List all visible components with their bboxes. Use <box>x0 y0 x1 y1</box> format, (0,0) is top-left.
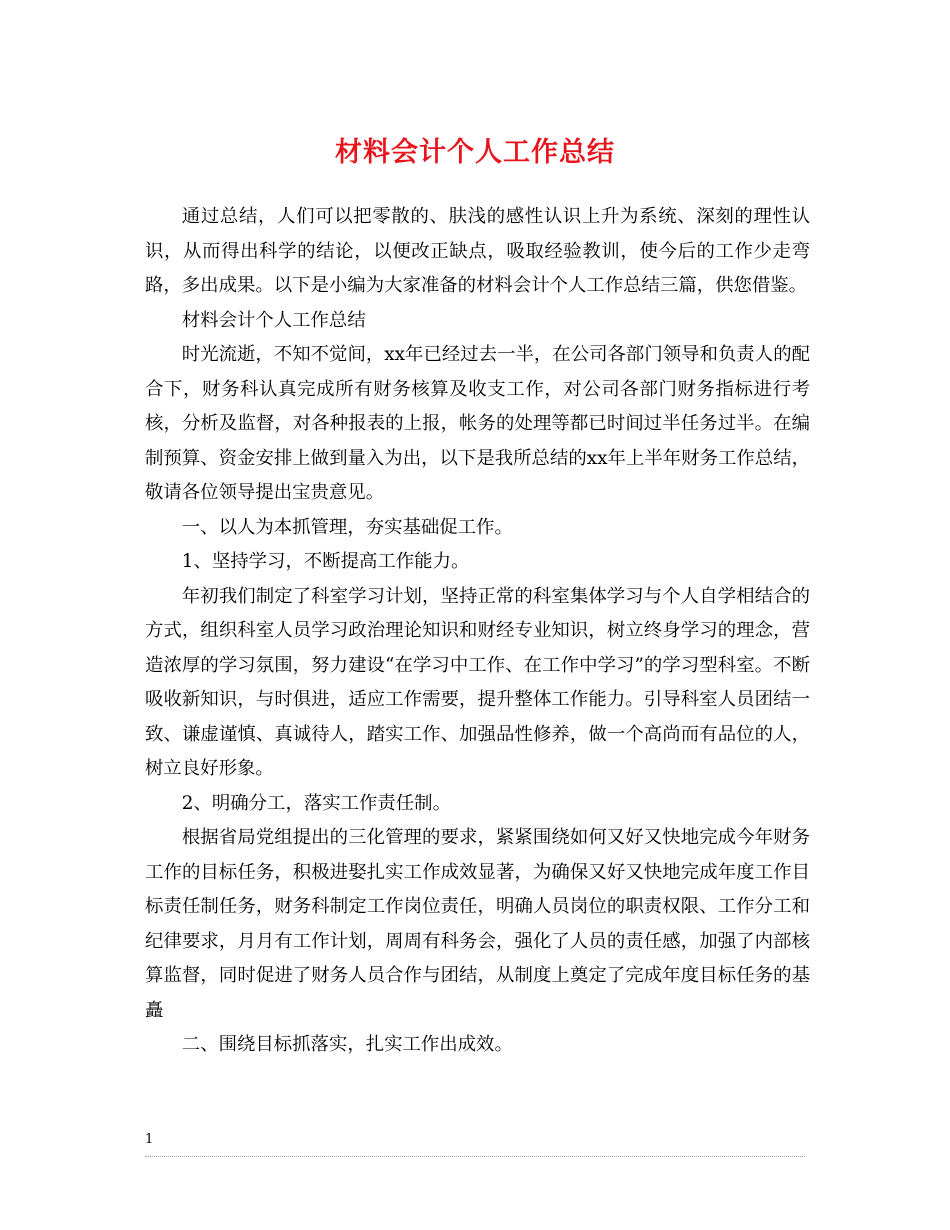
paragraph-overview: 时光流逝，不知不觉间，xx年已经过去一半，在公司各部门领导和负责人的配合下，财务科认真完成所有财务核算及收支工作，对公司各部门财务指标进行考核，分析及监督，对各种报表的上报，帐务的处理等都已时间过半任务过半。在编制预算、资金安排上做到量入为出，以下是我所总结的xx年上半年财务工作总结，敬请各位领导提出宝贵意见。 <box>145 344 810 503</box>
paragraph-subtitle: 材料会计个人工作总结 <box>181 309 366 331</box>
paragraph-study: 年初我们制定了科室学习计划，坚持正常的科室集体学习与个人自学相结合的方式，组织科室人员学习政治理论知识和财经专业知识，树立终身学习的理念，营造浓厚的学习氛围，努力建设“在学习中工作、在工作中学习”的学习型科室。不断吸收新知识，与时俱进，适应工作需要，提升整体工作能力。引导科室人员团结一致、谦虚谨慎、真诚待人，踏实工作、加强品性修养，做一个高尚而有品位的人，树立良好形象。 <box>145 585 810 779</box>
paragraph-responsibility: 根据省局党组提出的三化管理的要求，紧紧围绕如何又好又快地完成今年财务工作的目标任务，积极进娶扎实工作成效显著，为确保又好又快地完成年度工作目标责任制任务，财务科制定工作岗位责任，明确人员岗位的职责权限、工作分工和纪律要求，月月有工作计划，周周有科务会，强化了人员的责任感，加强了内部核算监督，同时促进了财务人员合作与团结，从制度上奠定了完成年度目标任务的基矗 <box>145 827 810 1021</box>
subsection-heading-1: 1、坚持学习，不断提高工作能力。 <box>181 551 470 572</box>
subsection-heading-2: 2、明确分工，落实工作责任制。 <box>181 792 451 814</box>
section-heading-1: 一、以人为本抓管理，夯实基础促工作。 <box>181 516 513 538</box>
document-body <box>145 200 810 1063</box>
footer-divider <box>145 1156 805 1157</box>
document-title: 材料会计个人工作总结 <box>335 137 615 168</box>
section-heading-2: 二、围绕目标抓落实，扎实工作出成效。 <box>181 1034 513 1055</box>
page-number: 1 <box>145 1132 154 1147</box>
paragraph-intro: 通过总结，人们可以把零散的、肤浅的感性认识上升为系统、深刻的理性认识，从而得出科学的结论，以便改正缺点，吸取经验教训，使今后的工作少走弯路，多出成果。以下是小编为大家准备的材料会计个人工作总结三篇，供您借鉴。 <box>145 206 810 296</box>
